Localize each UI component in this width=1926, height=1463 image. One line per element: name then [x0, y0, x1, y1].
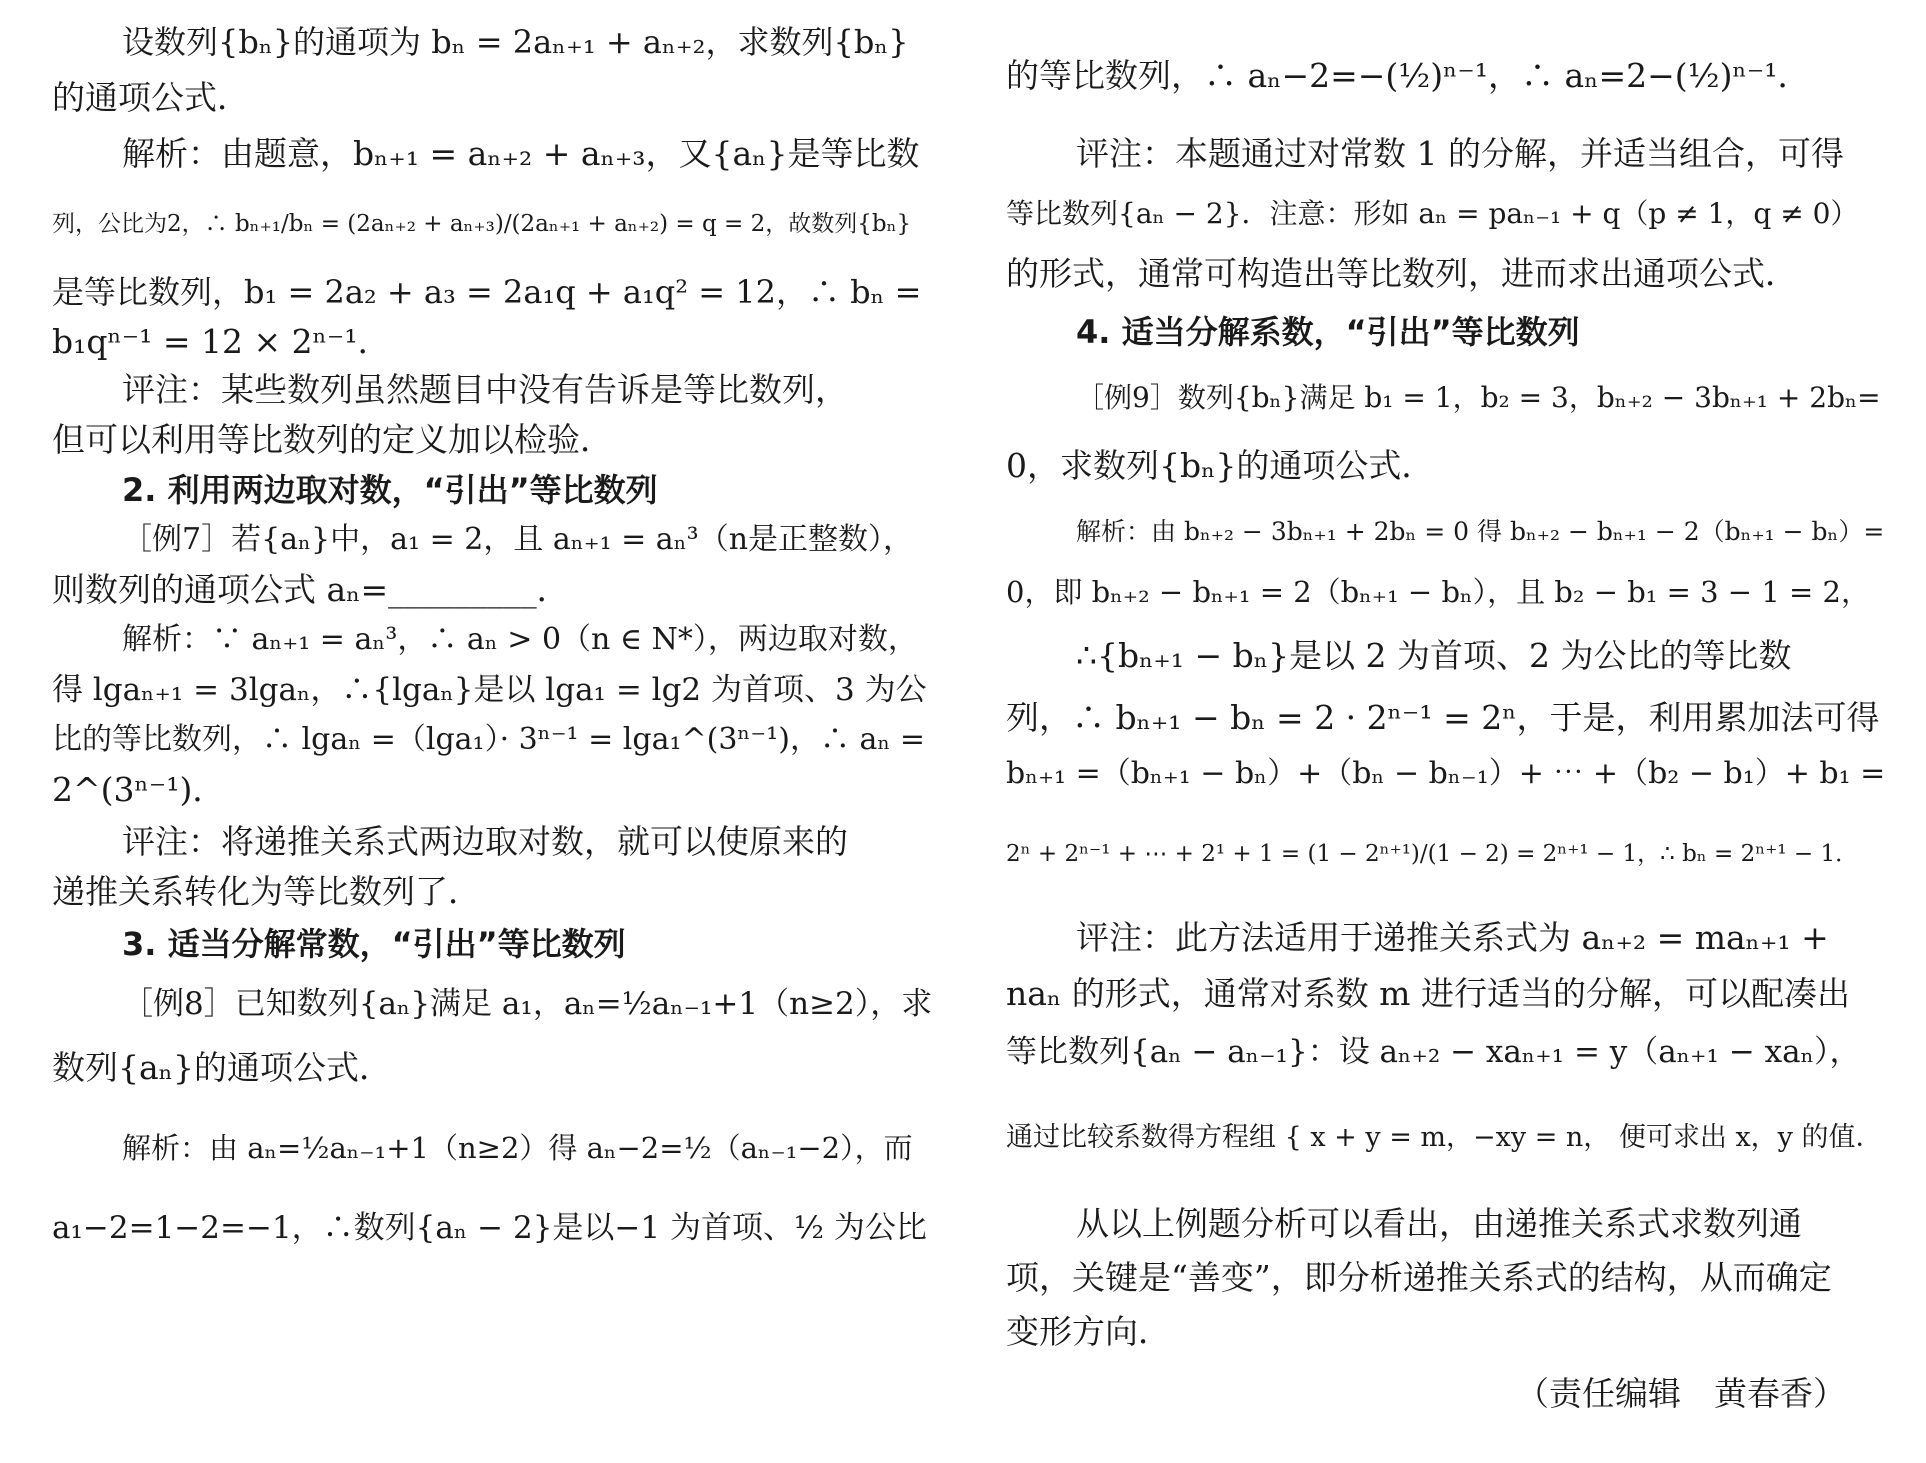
text-line: 等比数列{aₙ − 2}．注意：形如 aₙ = paₙ₋₁ + q（p ≠ 1，q ≠ 0） — [1006, 197, 1859, 230]
text-line: ［例7］若{aₙ}中，a₁ = 2，且 aₙ₊₁ = aₙ³（n是正整数）， — [122, 522, 914, 557]
text-line: 解析：由 bₙ₊₂ − 3bₙ₊₁ + 2bₙ = 0 得 bₙ₊₂ − bₙ₊₁ − 2（bₙ₊₁ − bₙ）= — [1076, 517, 1885, 546]
text-line: 0，求数列{bₙ}的通项公式． — [1006, 446, 1435, 485]
text-line: 的形式，通常可构造出等比数列，进而求出通项公式． — [1006, 254, 1798, 293]
text-line: 变形方向． — [1006, 1312, 1171, 1351]
text-line: ∴{bₙ₊₁ − bₙ}是以 2 为首项、2 为公比的等比数 — [1076, 636, 1792, 675]
text-line: 通过比较系数得方程组 { x + y = m，−xy = n， 便可求出 x，y 的值． — [1006, 1122, 1883, 1153]
text-line: 评注：将递推关系式两边取对数，就可以使原来的 — [122, 822, 848, 861]
text-line: 评注：某些数列虽然题目中没有告诉是等比数列， — [122, 370, 848, 409]
text-line: 列，公比为2，∴ bₙ₊₁/bₙ = (2aₙ₊₂ + aₙ₊₃)/(2aₙ₊₁ + aₙ₊₂) = q = 2，故数列{bₙ} — [52, 211, 912, 237]
text-line: 从以上例题分析可以看出，由递推关系式求数列通 — [1076, 1204, 1802, 1243]
text-line: 0，即 bₙ₊₂ − bₙ₊₁ = 2（bₙ₊₁ − bₙ），且 b₂ − b₁ = 3 − 1 = 2， — [1006, 575, 1870, 609]
text-line: bₙ₊₁ =（bₙ₊₁ − bₙ）+（bₙ − bₙ₋₁）+ ⋯ +（b₂ − b₁）+ b₁ = — [1006, 756, 1886, 791]
text-line: 是等比数列，b₁ = 2a₂ + a₃ = 2a₁q + a₁q² = 12，∴ bₙ = — [52, 273, 922, 311]
text-line: a₁−2=1−2=−1，∴数列{aₙ − 2}是以−1 为首项、½ 为公比 — [52, 1210, 927, 1246]
text-line: 解析：由 aₙ=½aₙ₋₁+1（n≥2）得 aₙ−2=½（aₙ₋₁−2），而 — [122, 1131, 913, 1165]
text-line: ［例9］数列{bₙ}满足 b₁ = 1，b₂ = 3，bₙ₊₂ − 3bₙ₊₁ + 2bₙ= — [1076, 381, 1881, 414]
text-line: 递推关系转化为等比数列了． — [52, 872, 481, 911]
text-line: b₁qⁿ⁻¹ = 12 × 2ⁿ⁻¹． — [52, 322, 391, 361]
text-line: 评注：此方法适用于递推关系式为 aₙ₊₂ = maₙ₊₁ + — [1076, 918, 1829, 957]
section-heading: 3. 适当分解常数，“引出”等比数列 — [122, 925, 626, 963]
text-line: 等比数列{aₙ − aₙ₋₁}：设 aₙ₊₂ − xaₙ₊₁ = y（aₙ₊₁ − xaₙ）， — [1006, 1034, 1861, 1070]
text-line: 则数列的通项公式 aₙ=_________． — [52, 570, 570, 609]
text-line: ［例8］已知数列{aₙ}满足 a₁，aₙ=½aₙ₋₁+1（n≥2），求 — [122, 986, 933, 1022]
text-line: 解析：∵ aₙ₊₁ = aₙ³，∴ aₙ > 0（n ∈ N*），两边取对数， — [122, 622, 918, 657]
text-line: 2ⁿ + 2ⁿ⁻¹ + ⋯ + 2¹ + 1 = (1 − 2ⁿ⁺¹)/(1 − 2) = 2ⁿ⁺¹ − 1，∴ bₙ = 2ⁿ⁺¹ − 1． — [1006, 841, 1859, 867]
editor-credit: （责任编辑 黄春香） — [1516, 1374, 1846, 1413]
text-line: 数列{aₙ}的通项公式． — [52, 1048, 392, 1087]
text-line: 评注：本题通过对常数 1 的分解，并适当组合，可得 — [1076, 134, 1844, 173]
text-line: 比的等比数列，∴ lgaₙ =（lga₁）· 3ⁿ⁻¹ = lga₁^(3ⁿ⁻¹)，∴ aₙ = — [52, 722, 926, 757]
text-line: 的等比数列，∴ aₙ−2=−(½)ⁿ⁻¹，∴ aₙ=2−(½)ⁿ⁻¹． — [1006, 56, 1811, 95]
text-line: 2^(3ⁿ⁻¹)． — [52, 770, 226, 809]
text-line: 解析：由题意，bₙ₊₁ = aₙ₊₂ + aₙ₊₃，又{aₙ}是等比数 — [122, 134, 920, 173]
text-line: 列，∴ bₙ₊₁ − bₙ = 2 · 2ⁿ⁻¹ = 2ⁿ，于是，利用累加法可得 — [1006, 698, 1880, 737]
section-heading: 4. 适当分解系数，“引出”等比数列 — [1076, 313, 1580, 351]
text-line: 设数列{bₙ}的通项为 bₙ = 2aₙ₊₁ + aₙ₊₂，求数列{bₙ} — [122, 23, 909, 61]
section-heading: 2. 利用两边取对数，“引出”等比数列 — [122, 471, 658, 509]
text-line: 得 lgaₙ₊₁ = 3lgaₙ，∴{lgaₙ}是以 lga₁ = lg2 为首项、3 为公 — [52, 672, 927, 708]
text-line: 但可以利用等比数列的定义加以检验． — [52, 420, 613, 459]
text-line: 的通项公式． — [52, 78, 250, 117]
text-line: naₙ 的形式，通常对系数 m 进行适当的分解，可以配凑出 — [1006, 974, 1850, 1013]
text-line: 项，关键是“善变”，即分析递推关系式的结构，从而确定 — [1006, 1258, 1832, 1297]
